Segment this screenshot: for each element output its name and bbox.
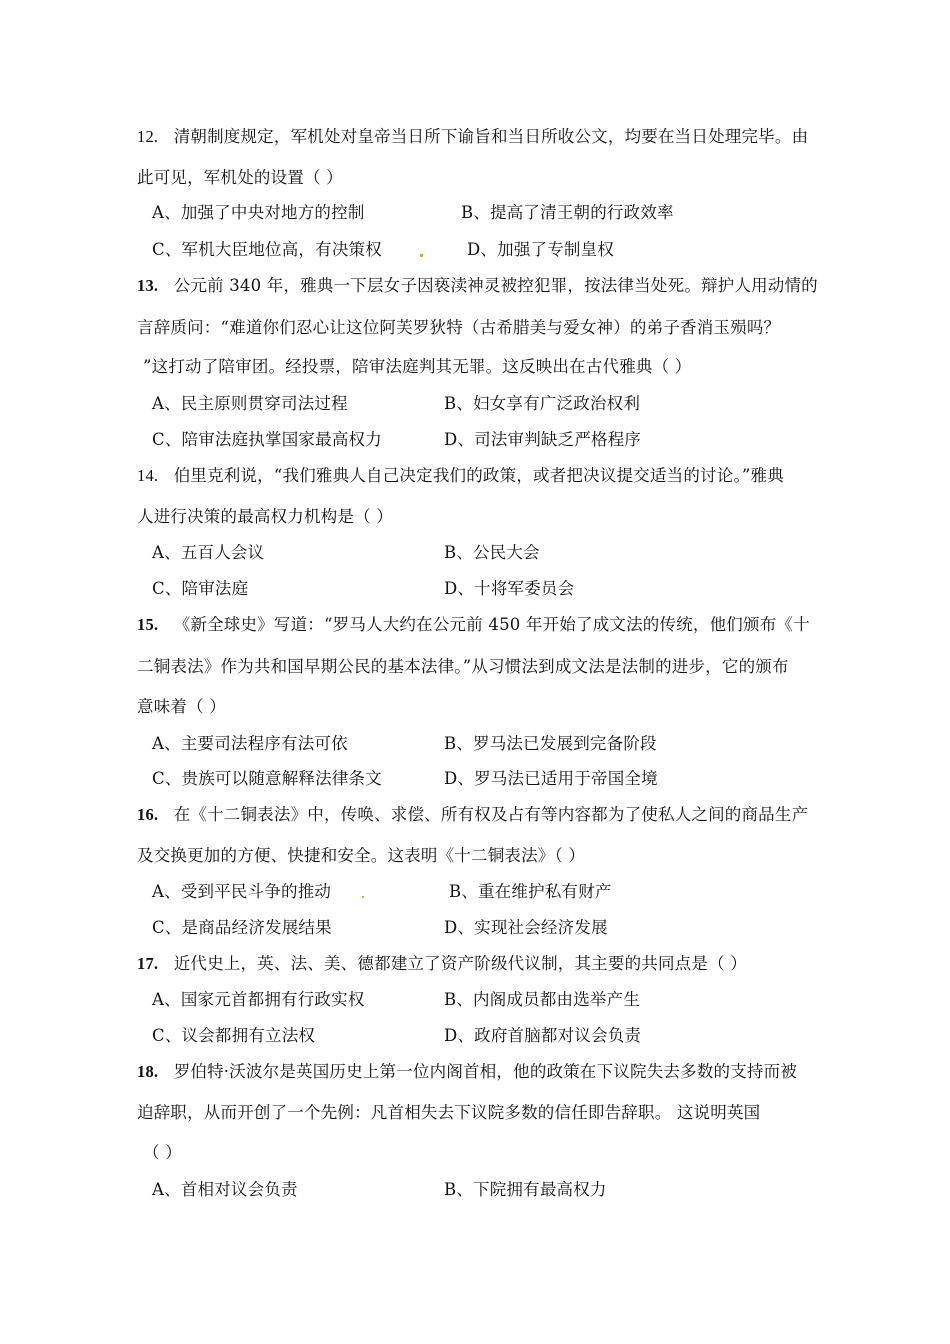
- question-text: 迫辞职，从而开创了一个先例：凡首相失去下议院多数的信任即告辞职。 这说明英国: [137, 1103, 761, 1122]
- option-c: C、贵族可以随意解释法律条文: [152, 769, 382, 788]
- question-number: 13.: [137, 276, 159, 295]
- option-d: D、罗马法已适用于帝国全境: [444, 769, 658, 788]
- question-number: 15.: [137, 615, 159, 634]
- option-d: D、加强了专制皇权: [467, 240, 615, 259]
- question-text: 近代史上，英、法、美、德都建立了资产阶级代议制，其主要的共同点是（ ）: [173, 954, 747, 973]
- option-c: C、陪审法庭执掌国家最高权力: [152, 430, 382, 449]
- option-b: B、妇女享有广泛政治权利: [444, 394, 641, 413]
- question-number: 12.: [137, 127, 159, 146]
- option-a: A、民主原则贯穿司法过程: [152, 394, 348, 413]
- question-text: 罗伯特·沃波尔是英国历史上第一位内阁首相，他的政策在下议院失去多数的支持而被: [173, 1062, 798, 1081]
- option-c: C、议会都拥有立法权: [152, 1026, 316, 1045]
- option-b: B、内阁成员都由选举产生: [444, 990, 641, 1009]
- question-text: 及交换更加的方便、快捷和安全。这表明《十二铜表法》（ ）: [137, 846, 586, 865]
- question-number: 14.: [137, 466, 159, 485]
- option-b: B、下院拥有最高权力: [444, 1180, 607, 1199]
- question-text: ”这打动了陪审团。经投票，陪审法庭判其无罪。这反映出在古代雅典（ ）: [143, 357, 692, 376]
- question-text: 在《十二铜表法》中，传唤、求偿、所有权及占有等内容都为了使私人之间的商品生产: [173, 805, 809, 824]
- question-text: （ ）: [143, 1143, 182, 1162]
- option-b: B、公民大会: [444, 543, 540, 562]
- option-d: D、政府首脑都对议会负责: [444, 1026, 642, 1045]
- option-c: C、陪审法庭: [152, 579, 249, 598]
- question-text: 《新全球史》写道：“罗马人大约在公元前 450 年开始了成文法的传统，他们颁布《十: [173, 615, 810, 634]
- question-text: 意味着（ ）: [137, 697, 226, 716]
- option-d: D、十将军委员会: [444, 579, 575, 598]
- question-number: 18.: [137, 1062, 159, 1081]
- stray-mark: [420, 254, 423, 257]
- stray-mark: [362, 896, 364, 898]
- option-c: C、是商品经济发展结果: [152, 918, 332, 937]
- question-text: 言辞质问：“难道你们忍心让这位阿芙罗狄特（古希腊美与爱女神）的弟子香消玉殒吗？: [137, 318, 781, 337]
- option-a: A、首相对议会负责: [152, 1180, 298, 1199]
- option-b: B、罗马法已发展到完备阶段: [444, 734, 657, 753]
- option-a: A、国家元首都拥有行政实权: [152, 990, 365, 1009]
- question-text: 公元前 340 年，雅典一下层女子因亵渎神灵被控犯罪，按法律当处死。辩护人用动情的: [173, 276, 818, 295]
- question-number: 16.: [137, 805, 159, 824]
- option-d: D、司法审判缺乏严格程序: [444, 430, 642, 449]
- option-a: A、主要司法程序有法可依: [152, 734, 348, 753]
- option-a: A、受到平民斗争的推动: [152, 882, 332, 901]
- option-a: A、五百人会议: [152, 543, 265, 562]
- option-a: A、加强了中央对地方的控制: [152, 203, 365, 222]
- option-c: C、军机大臣地位高，有决策权: [152, 240, 382, 259]
- question-text: 伯里克利说，“我们雅典人自己决定我们的政策，或者把决议提交适当的讨论。”雅典: [173, 466, 784, 485]
- question-number: 17.: [137, 954, 159, 973]
- question-text: 清朝制度规定，军机处对皇帝当日所下谕旨和当日所收公文，均要在当日处理完毕。由: [173, 127, 809, 146]
- option-d: D、实现社会经济发展: [444, 918, 608, 937]
- option-b: B、重在维护私有财产: [449, 882, 612, 901]
- question-text: 人进行决策的最高权力机构是（ ）: [137, 507, 393, 526]
- question-text: 此可见，军机处的设置（ ）: [137, 168, 343, 187]
- question-text: 二铜表法》作为共和国早期公民的基本法律。”从习惯法到成文法是法制的进步，它的颁布: [137, 657, 789, 676]
- option-b: B、提高了清王朝的行政效率: [461, 203, 674, 222]
